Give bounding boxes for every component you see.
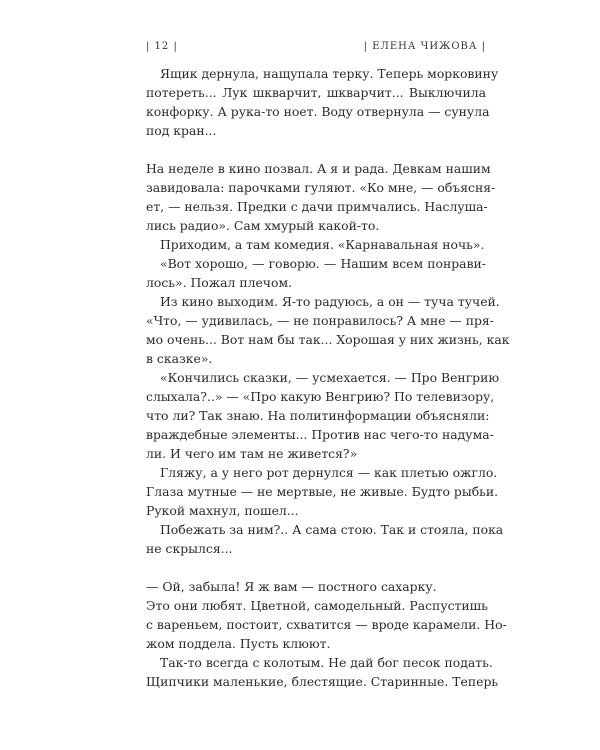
paragraph bbox=[146, 64, 499, 140]
text-line: «Кончились сказки, — усмехается. — Про Венгрию bbox=[160, 370, 500, 385]
text-line: Гляжу, а у него рот дернулся — как плетью ожгло. bbox=[160, 465, 498, 480]
text-line: Так-то всегда с колотым. Не дай бог песок подать. bbox=[160, 655, 493, 670]
text-line: Глаза мутные — не мертвые, не живые. Будто рыбьи. bbox=[146, 484, 499, 499]
paragraph bbox=[146, 653, 499, 691]
text-line: Ящик дернула, нащупала терку. Теперь морковину bbox=[160, 66, 499, 81]
text-line: Приходим, а там комедия. «Карнавальная ночь». bbox=[160, 237, 485, 252]
text-line: с вареньем, постоит, схватится — вроде карамели. Но- bbox=[146, 617, 507, 632]
paragraph bbox=[146, 292, 510, 368]
paragraph bbox=[146, 368, 500, 463]
text-line: конфорку. А рука-то ноет. Воду отвернула — сунула bbox=[146, 104, 490, 119]
section-gap bbox=[146, 140, 486, 159]
text-line: слыхала?..» — «Про какую Венгрию? По телевизору, bbox=[146, 389, 495, 404]
running-header bbox=[146, 41, 486, 55]
paragraph bbox=[146, 159, 496, 235]
text-line: Побежать за ним?.. А сама стою. Так и стояла, пока bbox=[160, 522, 504, 537]
text-line: в сказке». bbox=[146, 351, 213, 366]
paragraph bbox=[146, 520, 504, 558]
section-gap bbox=[146, 558, 486, 577]
text-line: Щипчики маленькие, блестящие. Старинные. Теперь bbox=[146, 674, 499, 689]
text-line: лись радио». Сам хмурый какой-то. bbox=[146, 218, 380, 233]
page-number: | 12 | bbox=[146, 41, 178, 52]
text-line: «Что, — удивилась, — не понравилось? А мне — пря- bbox=[146, 313, 494, 328]
paragraph bbox=[146, 235, 486, 254]
text-line: Из кино выходим. Я-то радуюсь, а он — туча тучей. bbox=[160, 294, 500, 309]
page-body bbox=[146, 64, 510, 691]
paragraph bbox=[146, 254, 486, 292]
text-line: жом поддела. Пусть клюют. bbox=[146, 636, 331, 651]
text-line: ли. И чего им там не живется?» bbox=[146, 446, 358, 461]
paragraph bbox=[146, 596, 507, 653]
text-line: что ли? Так знаю. На политинформации объясняли: bbox=[146, 408, 490, 423]
text-line: Рукой махнул, пошел... bbox=[146, 503, 299, 518]
text-line: мо очень... Вот нам бы так... Хорошая у них жизнь, как bbox=[146, 332, 510, 347]
text-line: завидовала: парочками гуляют. «Ко мне, — объясня- bbox=[146, 180, 496, 195]
text-line: под кран... bbox=[146, 123, 217, 138]
text-line: «Вот хорошо, — говорю. — Нашим всем понрави- bbox=[160, 256, 486, 271]
text-line: враждебные элементы... Против нас чего-то надума- bbox=[146, 427, 494, 442]
text-line: не скрылся... bbox=[146, 541, 233, 556]
text-line: ет, — нельзя. Предки с дачи примчались. Наслуша- bbox=[146, 199, 488, 214]
paragraph bbox=[146, 463, 499, 520]
text-line: — Ой, забыла! Я ж вам — постного сахарку. bbox=[146, 579, 437, 594]
paragraph bbox=[146, 577, 486, 596]
text-line: потереть... Лук шкварчит, шкварчит... Выключила bbox=[146, 85, 486, 100]
text-line: Это они любят. Цветной, самодельный. Распустишь bbox=[146, 598, 488, 613]
text-line: лось». Пожал плечом. bbox=[146, 275, 293, 290]
text-line: На неделе в кино позвал. А я и рада. Девкам нашим bbox=[146, 161, 491, 176]
author-name: | ЕЛЕНА ЧИЖОВА | bbox=[363, 41, 486, 52]
